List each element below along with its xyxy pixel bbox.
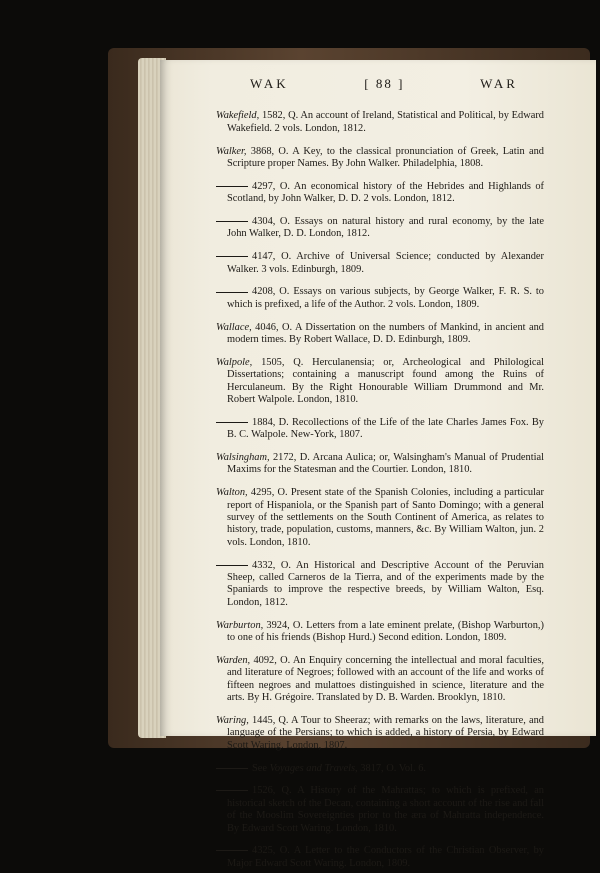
catalog-entry	[216, 286, 544, 311]
entry-text: 4208, O. Essays on various subjects, by George Walker, F. R. S. to which is prefixed, a life of the Author. 2 vols. London, 1809.	[227, 286, 544, 310]
entry-text: 4295, O. Present state of the Spanish Colonies, including a particular report of Hispaniola, or the Spanish part of Santo Domingo; with a general survey of the settlements on the South Continent of America, as relates to history, trade, population, customs, manners, &c. By William Walton, jun. 2 vols. London, 1810.	[227, 487, 544, 548]
catalog-entry	[216, 452, 544, 477]
catalog-entry	[216, 845, 544, 870]
catalog-entry	[216, 110, 544, 135]
catalog-entry	[216, 146, 544, 171]
entry-text: 3924, O. Letters from a late eminent prelate, (Bishop Warburton,) to one of his friends (Bishop Hurd.) Second edition. London, 1809.	[227, 619, 544, 644]
catalog-entry	[216, 322, 544, 347]
catalog-entry	[216, 763, 544, 775]
catalog-entries	[216, 100, 544, 873]
entry-text: 1505, Q. Herculanensia; or, Archeological and Philological Dissertations; containing a manuscript found among the Ruins of Herculaneum. By the Right Honourable William Drummond and Mr. Robert Walpole. London, 1810.	[227, 356, 544, 406]
ditto-dash	[216, 422, 248, 423]
ditto-dash	[216, 850, 248, 851]
entry-author: Wallace,	[216, 321, 252, 333]
ditto-dash	[216, 565, 248, 566]
catalog-entry	[216, 216, 544, 241]
entry-text: 1582, Q. An account of Ireland, Statistical and Political, by Edward Wakefield. 2 vols. London, 1812.	[227, 110, 544, 134]
ditto-dash	[216, 292, 248, 293]
catalog-entry	[216, 251, 544, 276]
entry-author: Walker,	[216, 145, 247, 157]
entry-text: 1445, Q. A Tour to Sheeraz; with remarks on the laws, literature, and language of the Persians; to which is added, a history of Persia, by Edward Scott Waring. London, 1807.	[227, 714, 544, 751]
catalog-entry	[216, 417, 544, 442]
catalog-entry	[216, 655, 544, 705]
entry-text: 4325, O. A Letter to the Conductors of the Christian Observer, by Major Edward Scott Waring. London, 1809.	[227, 845, 544, 869]
entry-author: Waring,	[216, 714, 249, 726]
entry-text: 4297, O. An economical history of the Hebrides and Highlands of Scotland, by John Walker, D. D. 2 vols. London, 1812.	[227, 180, 544, 205]
ditto-dash	[216, 768, 248, 769]
entry-text: 3817, O. Vol. 6.	[360, 762, 426, 774]
see-reference-title: Voyages and Travels,	[269, 762, 358, 774]
ditto-dash	[216, 221, 248, 222]
ditto-dash	[216, 256, 248, 257]
entry-author: Walton,	[216, 487, 248, 499]
book-page	[160, 60, 596, 869]
see-prefix: See	[252, 762, 268, 774]
header-left-word: WAK	[250, 76, 289, 91]
entry-author: Warden,	[216, 654, 251, 666]
entry-author: Warburton,	[216, 619, 264, 631]
catalog-entry	[216, 487, 544, 549]
entry-text: 1526, Q. A History of the Mahrattas; to which is prefixed, an historical sketch of the Decan, containing a short account of the rise and fall of the Mooslim Sovereignties prior to the æra of Mahratta independence. By Edward Scott Waring. London, 1810.	[227, 785, 544, 834]
entry-text: 4304, O. Essays on natural history and rural economy, by the late John Walker, D. D. London, 1812.	[227, 216, 544, 240]
catalog-entry	[216, 560, 544, 610]
catalog-entry	[216, 181, 544, 206]
catalog-entry	[216, 357, 544, 407]
entry-author: Walsingham,	[216, 452, 270, 464]
catalog-entry	[216, 715, 544, 752]
page-number: [ 88 ]	[364, 76, 405, 91]
entry-author: Walpole,	[216, 356, 253, 368]
entry-text: 4046, O. A Dissertation on the numbers of Mankind, in ancient and modern times. By Robert Wallace, D. D. Edinburgh, 1809.	[227, 321, 544, 346]
entry-text: 1884, D. Recollections of the Life of the late Charles James Fox. By B. C. Walpole. New-York, 1807.	[227, 416, 544, 441]
entry-author: Wakefield,	[216, 110, 260, 122]
catalog-entry	[216, 620, 544, 645]
running-header	[250, 76, 518, 92]
ditto-dash	[216, 186, 248, 187]
entry-text: 4092, O. An Enquiry concerning the intellectual and moral faculties, and literature of Negroes; followed with an account of the life and works of fifteen negroes and mulattoes distinguished in science, literature and the arts. By H. Grégoire. Translated by D. B. Warden. Brooklyn, 1810.	[227, 654, 544, 704]
entry-text: 4147, O. Archive of Universal Science; conducted by Alexander Walker. 3 vols. Edinburgh, 1809.	[227, 251, 544, 275]
header-right-word: WAR	[480, 76, 518, 91]
entry-text: 4332, O. An Historical and Descriptive Account of the Peruvian Sheep, called Carneros de la Tierra, and of the experiments made by the Spaniards to improve the respective breeds, by William Walton, Esq. London, 1812.	[227, 559, 544, 608]
entry-text: 3868, O. A Key, to the classical pronunciation of Greek, Latin and Scripture proper Names. By John Walker. Philadelphia, 1808.	[227, 145, 544, 169]
catalog-entry	[216, 785, 544, 835]
ditto-dash	[216, 790, 248, 791]
entry-text: 2172, D. Arcana Aulica; or, Walsingham's Manual of Prudential Maxims for the Statesman and the Courtier. London, 1810.	[227, 452, 544, 476]
